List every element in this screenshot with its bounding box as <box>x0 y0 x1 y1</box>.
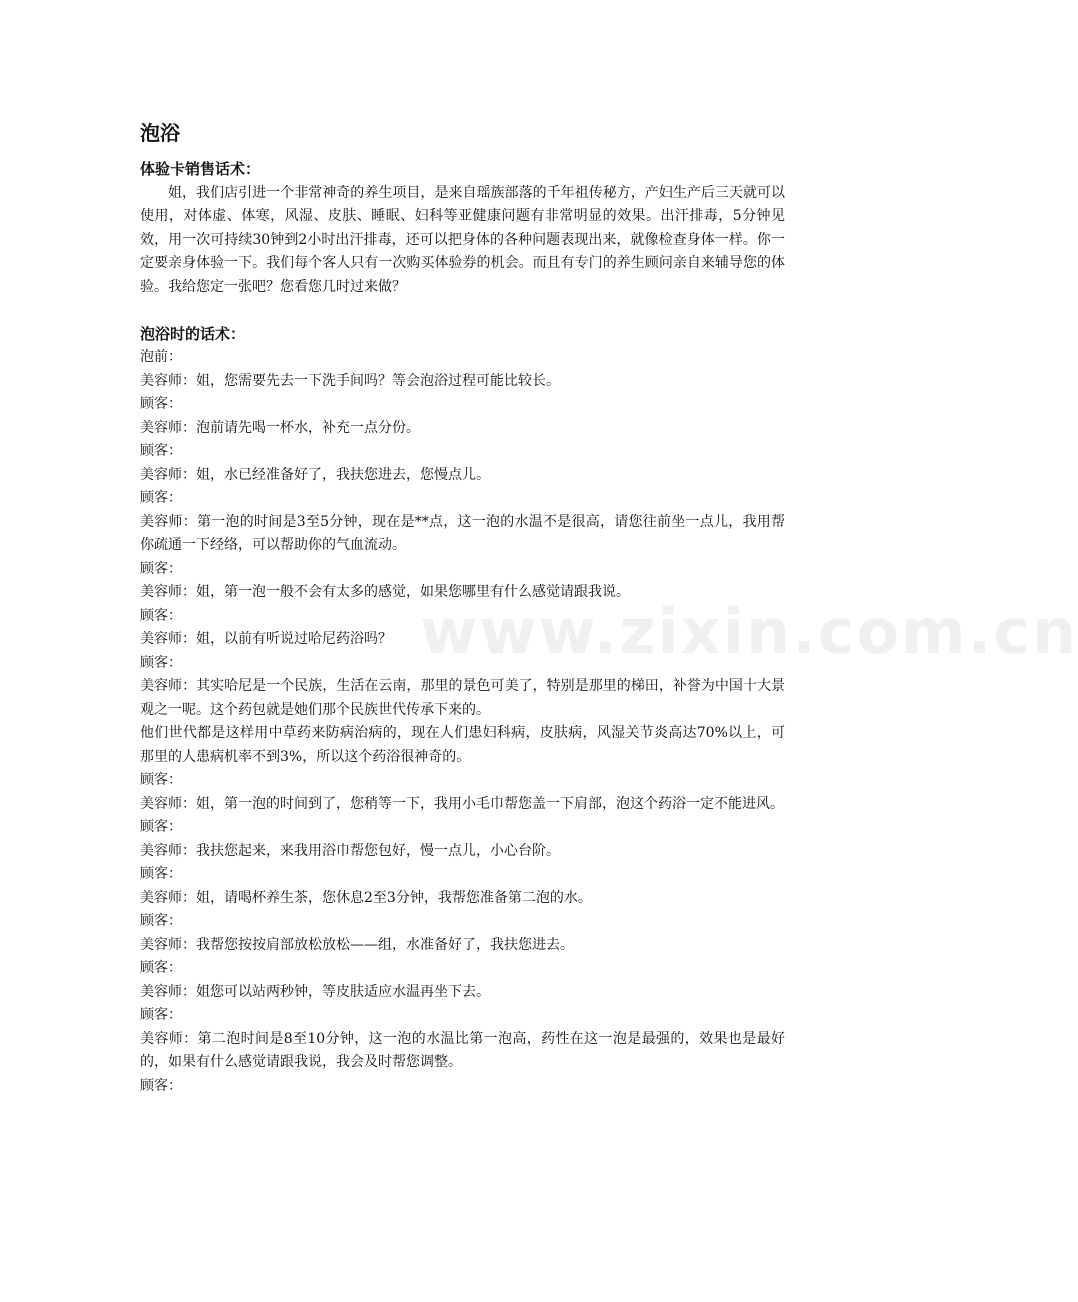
section-heading-bath-script: 泡浴时的话术： <box>140 324 246 343</box>
dialogue-line: 美容师：第一泡的时间是3至5分钟，现在是**点，这一泡的水温不是很高，请您往前坐一点儿，我用帮你疏通一下经络，可以帮助你的气血流动。 <box>140 513 785 553</box>
dialogue-line: 美容师：姐，第一泡的时间到了，您稍等一下，我用小毛巾帮您盖一下肩部，泡这个药浴一定不能进风。 <box>140 795 784 812</box>
dialogue-line: 顾客： <box>140 1077 182 1094</box>
dialogue-line: 顾客： <box>140 960 182 976</box>
dialogue-line: 泡前： <box>140 349 182 365</box>
sales-script-paragraph: 姐，我们店引进一个非常神奇的养生项目，是来自瑶族部落的千年祖传秘方，产妇生产后三天就可以使用，对体虚、体寒，风湿、皮肤、睡眠、妇科等亚健康问题有非常明显的效果。出汗排毒，5分钟见效，用一次可持续30钟到2小时出汗排毒，还可以把身体的各种问题表现出来，就像检查身体一样。你一定要亲身体验一下。我们每个客人只有一次购买体验券的机会。而且有专门的养生顾问亲自来辅导您的体验。我给您定一张吧？您看您几时过来做？ <box>140 184 785 295</box>
watermark: www.zixin.com.cn <box>420 595 1078 668</box>
dialogue-line: 顾客： <box>140 654 182 671</box>
dialogue-line: 美容师：第二泡时间是8至10分钟，这一泡的水温比第一泡高，药性在这一泡是最强的，效果也是最好的，如果有什么感觉请跟我说，我会及时帮您调整。 <box>140 1030 785 1070</box>
dialogue-line: 美容师：泡前请先喝一杯水，补充一点分份。 <box>140 419 420 436</box>
dialogue-line: 顾客： <box>140 772 182 788</box>
dialogue-line: 顾客： <box>140 607 182 624</box>
dialogue-line: 顾客： <box>140 866 182 882</box>
dialogue-line: 美容师：我扶您起来，来我用浴巾帮您包好，慢一点儿，小心台阶。 <box>140 842 560 859</box>
dialogue-line: 美容师：我帮您按按肩部放松放松——组，水准备好了，我扶您进去。 <box>140 936 574 953</box>
dialogue-line: 顾客： <box>140 443 182 459</box>
dialogue-line: 美容师：姐，水已经准备好了，我扶您进去，您慢点儿。 <box>140 466 490 483</box>
dialogue-line: 美容师：姐，请喝杯养生茶，您休息2至3分钟，我帮您准备第二泡的水。 <box>140 889 592 906</box>
dialogue-line: 他们世代都是这样用中草药来防病治病的，现在人们患妇科病，皮肤病，风湿关节炎高达70%以上，可那里的人患病机率不到3%，所以这个药浴很神奇的。 <box>140 725 785 765</box>
dialogue-line: 美容师：姐，您需要先去一下洗手间吗？等会泡浴过程可能比较长。 <box>140 372 560 389</box>
dialogue-line: 顾客： <box>140 560 182 577</box>
dialogue-line: 美容师：其实哈尼是一个民族，生活在云南，那里的景色可美了，特别是那里的梯田，补誉为中国十大景观之一呢。这个药包就是她们那个民族世代传承下来的。 <box>140 678 785 718</box>
document-page <box>140 118 785 1098</box>
dialogue-line: 美容师：姐，第一泡一般不会有太多的感觉，如果您哪里有什么感觉请跟我说。 <box>140 584 630 600</box>
dialogue-line: 美容师：姐您可以站两秒钟，等皮肤适应水温再坐下去。 <box>140 983 490 1000</box>
dialogue-line: 顾客： <box>140 1007 182 1023</box>
section-heading-sales-script: 体验卡销售话术： <box>140 160 261 178</box>
dialogue-line: 顾客： <box>140 913 182 929</box>
section-spacer <box>140 299 785 323</box>
dialogue-line: 美容师：姐，以前有听说过哈尼药浴吗？ <box>140 631 392 647</box>
dialogue-line: 顾客： <box>140 490 182 506</box>
document-title: 泡浴 <box>140 121 180 145</box>
dialogue-lines <box>140 346 785 1098</box>
dialogue-line: 顾客： <box>140 819 182 835</box>
dialogue-line: 顾客： <box>140 396 182 412</box>
